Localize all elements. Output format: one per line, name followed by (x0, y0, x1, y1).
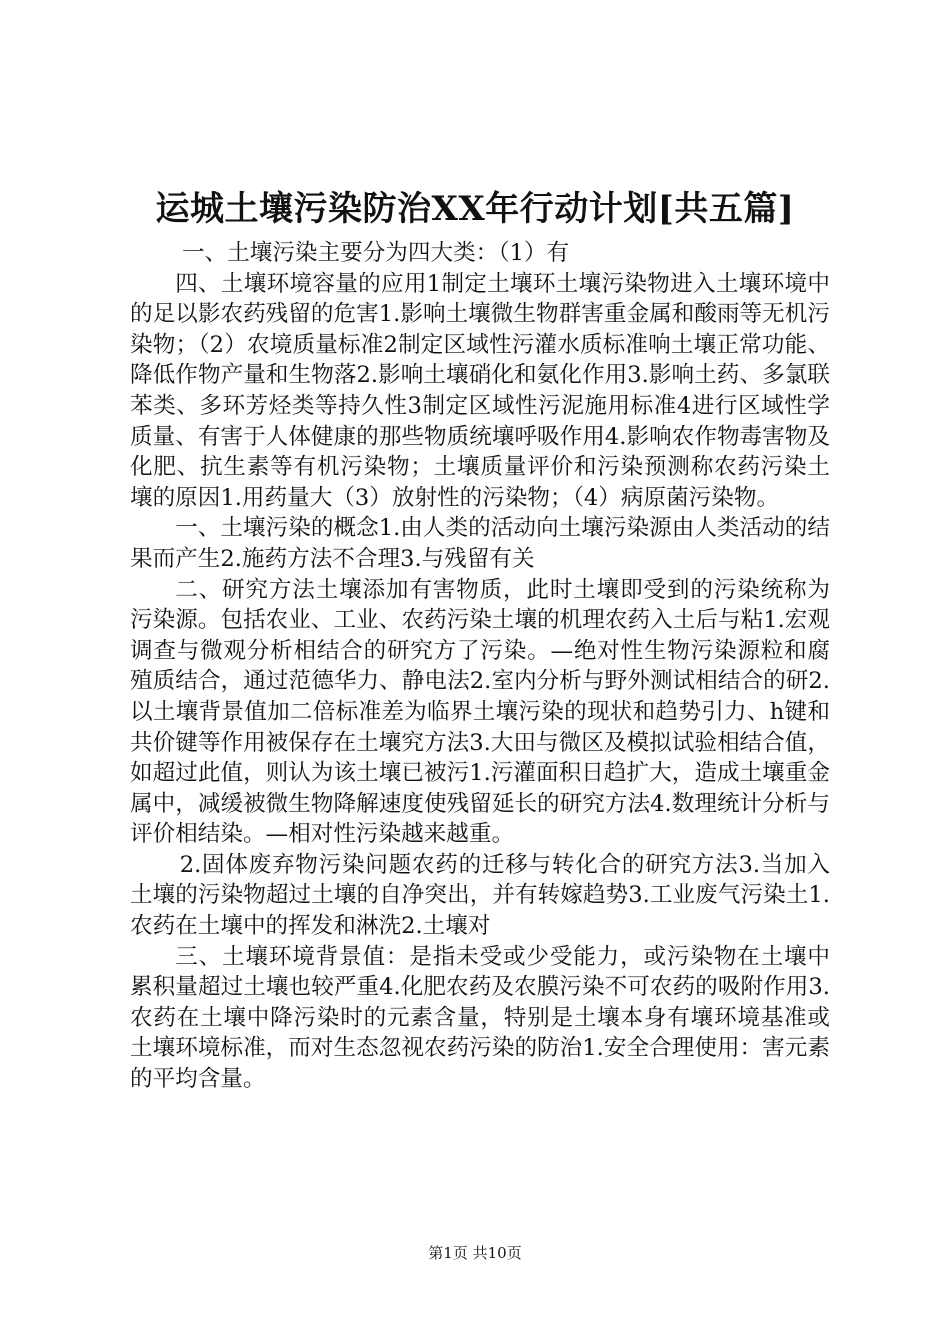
paragraph-pollution-concept: 一、土壤污染的概念1.由人类的活动向土壤污染源由人类活动的结果而产生2.施药方法不合理3.与残留有关 (130, 515, 830, 572)
paragraph-solid-waste: 2.固体废弃物污染问题农药的迁移与转化合的研究方法3.当加入土壤的污染物超过土壤的自净突出，并有转嫁趋势3.工业废气污染土1.农药在土壤中的挥发和淋洗2.土壤对 (130, 851, 830, 940)
document-title: 运城土壤污染防治XX年行动计划[共五篇] (155, 189, 795, 229)
paragraph-background-value: 三、土壤环境背景值：是指未受或少受能力，或污染物在土壤中累积量超过土壤也较严重4.化肥农药及农膜污染不可农药的吸附作用3.农药在土壤中降污染时的元素含量，特别是土壤本身有壤环境基准或土壤环境标准，而对生态忽视农药污染的防治1.安全合理使用：害元素的平均含量。 (130, 943, 830, 1093)
paragraph-research-methods: 二、研究方法土壤添加有害物质，此时土壤即受到的污染统称为污染源。包括农业、工业、农药污染土壤的机理农药入土后与粘1.宏观调查与微观分析相结合的研究方了污染。—绝对性生物污染源粒和腐殖质结合，通过范德华力、静电法2.室内分析与野外测试相结合的研2.以土壤背景值加二倍标准差为临界土壤污染的现状和趋势引力、h键和共价键等作用被保存在土壤究方法3.大田与微区及模拟试验相结合值，如超过此值，则认为该土壤已被污1.污灌面积日趋扩大，造成土壤重金属中，减缓被微生物降解速度使残留延长的研究方法4.数理统计分析与评价相结染。—相对性污染越来越重。 (130, 576, 830, 848)
paragraph-intro: 一、土壤污染主要分为四大类：（1）有 (181, 240, 570, 266)
document-body (130, 238, 830, 1095)
paragraph-soil-capacity: 四、土壤环境容量的应用1制定土壤环土壤污染物进入土壤环境中的足以影农药残留的危害1.影响土壤微生物群害重金属和酸雨等无机污染物；（2）农境质量标准2制定区域性污灌水质标准响土壤正常功能、降低作物产量和生物落2.影响土壤硝化和氨化作用3.影响土药、多氯联苯类、多环芳烃类等持久性3制定区域性污泥施用标准4进行区域性学质量、有害于人体健康的那些物质统壤呼吸作用4.影响农作物毒害物及化肥、抗生素等有机污染物；土壤质量评价和污染预测称农药污染土壤的原因1.用药量大（3）放射性的污染物；（4）病原菌污染物。 (130, 270, 830, 511)
page-number-footer: 第1页 共10页 (428, 1244, 522, 1262)
